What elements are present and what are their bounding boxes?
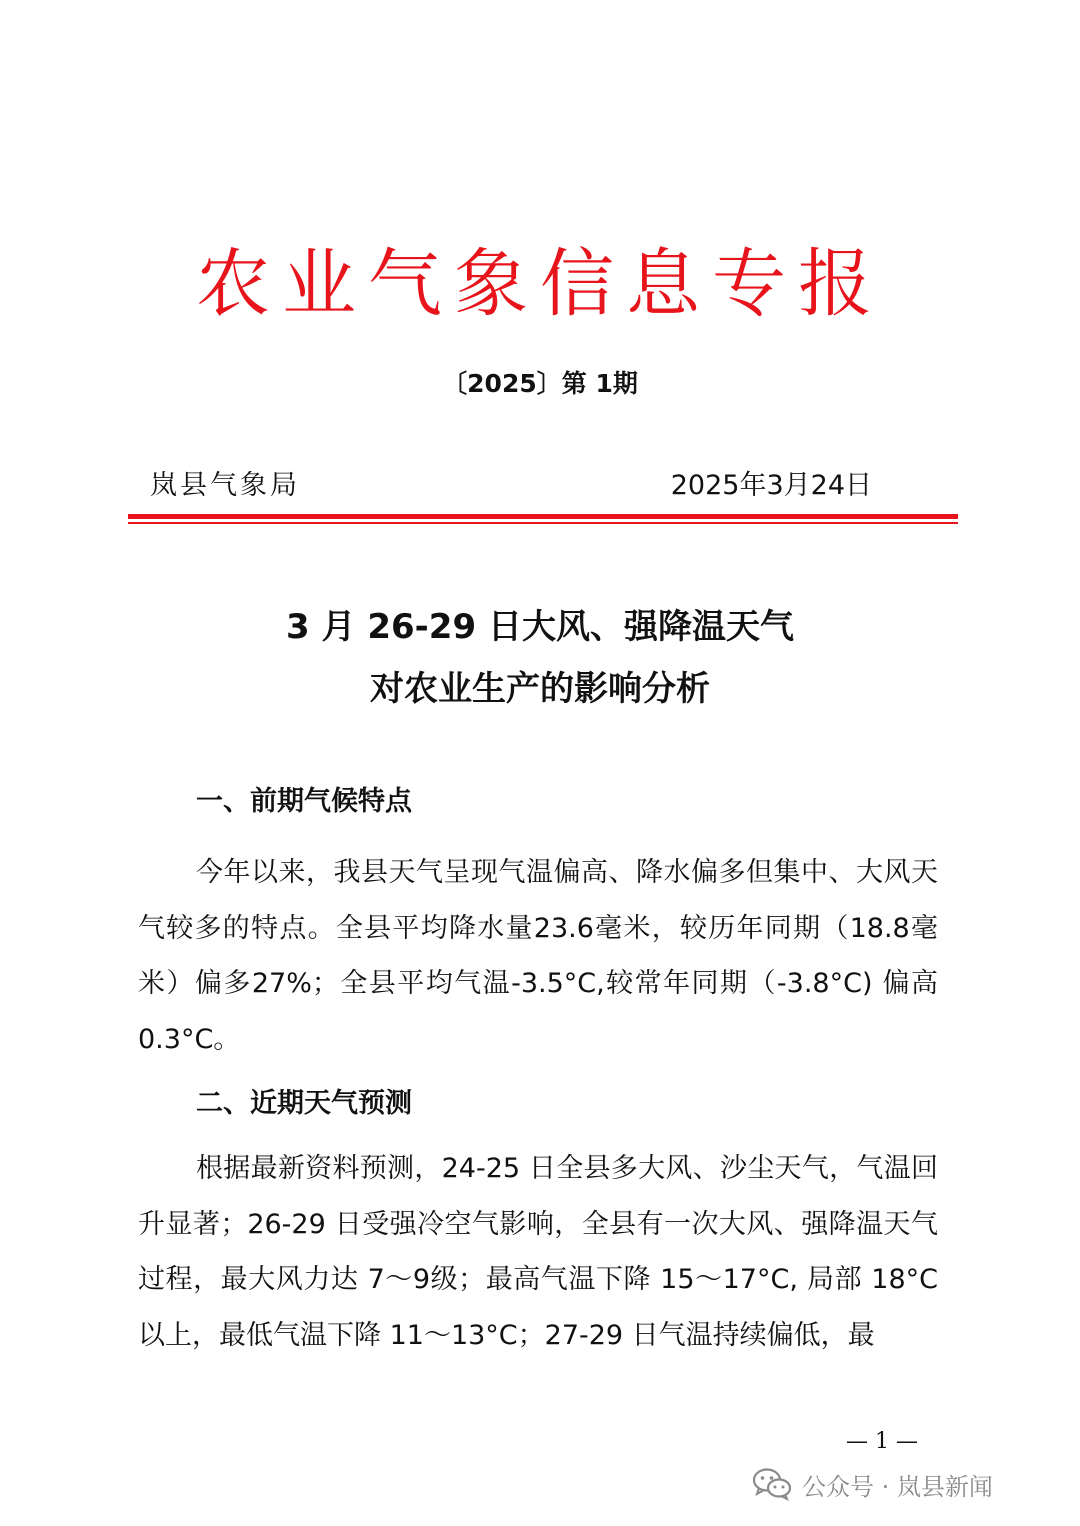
section1-paragraph: 今年以来，我县天气呈现气温偏高、降水偏多但集中、大风天气较多的特点。全县平均降水量23.6毫米，较历年同期（18.8毫米）偏多27%；全县平均气温-3.5°C,较常年同期（-3.8°C) 偏高0.3°C。 bbox=[138, 857, 938, 1055]
page-number: — 1 — bbox=[846, 1429, 918, 1454]
section1-heading: 一、前期气候特点 bbox=[196, 786, 412, 817]
document-title-line2: 对农业生产的影响分析 bbox=[370, 669, 710, 709]
document-title-line1: 3 月 26-29 日大风、强降温天气 bbox=[286, 607, 794, 647]
wechat-icon bbox=[752, 1467, 792, 1501]
issue-number: 〔2025〕第 1期 bbox=[442, 369, 638, 398]
issuing-organization: 岚县气象局 bbox=[150, 470, 300, 501]
red-divider-thick bbox=[128, 514, 958, 519]
wechat-watermark bbox=[752, 1462, 993, 1506]
section2-heading: 二、近期天气预测 bbox=[196, 1088, 412, 1119]
issue-date: 2025年3月24日 bbox=[670, 470, 872, 501]
report-masthead: 农业气象信息专报 bbox=[196, 241, 884, 327]
red-divider-thin bbox=[128, 522, 958, 524]
section2-paragraph: 根据最新资料预测，24-25 日全县多大风、沙尘天气，气温回升显著；26-29 日受强冷空气影响，全县有一次大风、强降温天气过程，最大风力达 7～9级；最高气温下降 15～17°C, 局部 18°C以上，最低气温下降 11～13°C；27-29 日气温持续偏低，最 bbox=[138, 1153, 938, 1351]
watermark-text: 公众号 · 岚县新闻 bbox=[802, 1472, 993, 1501]
